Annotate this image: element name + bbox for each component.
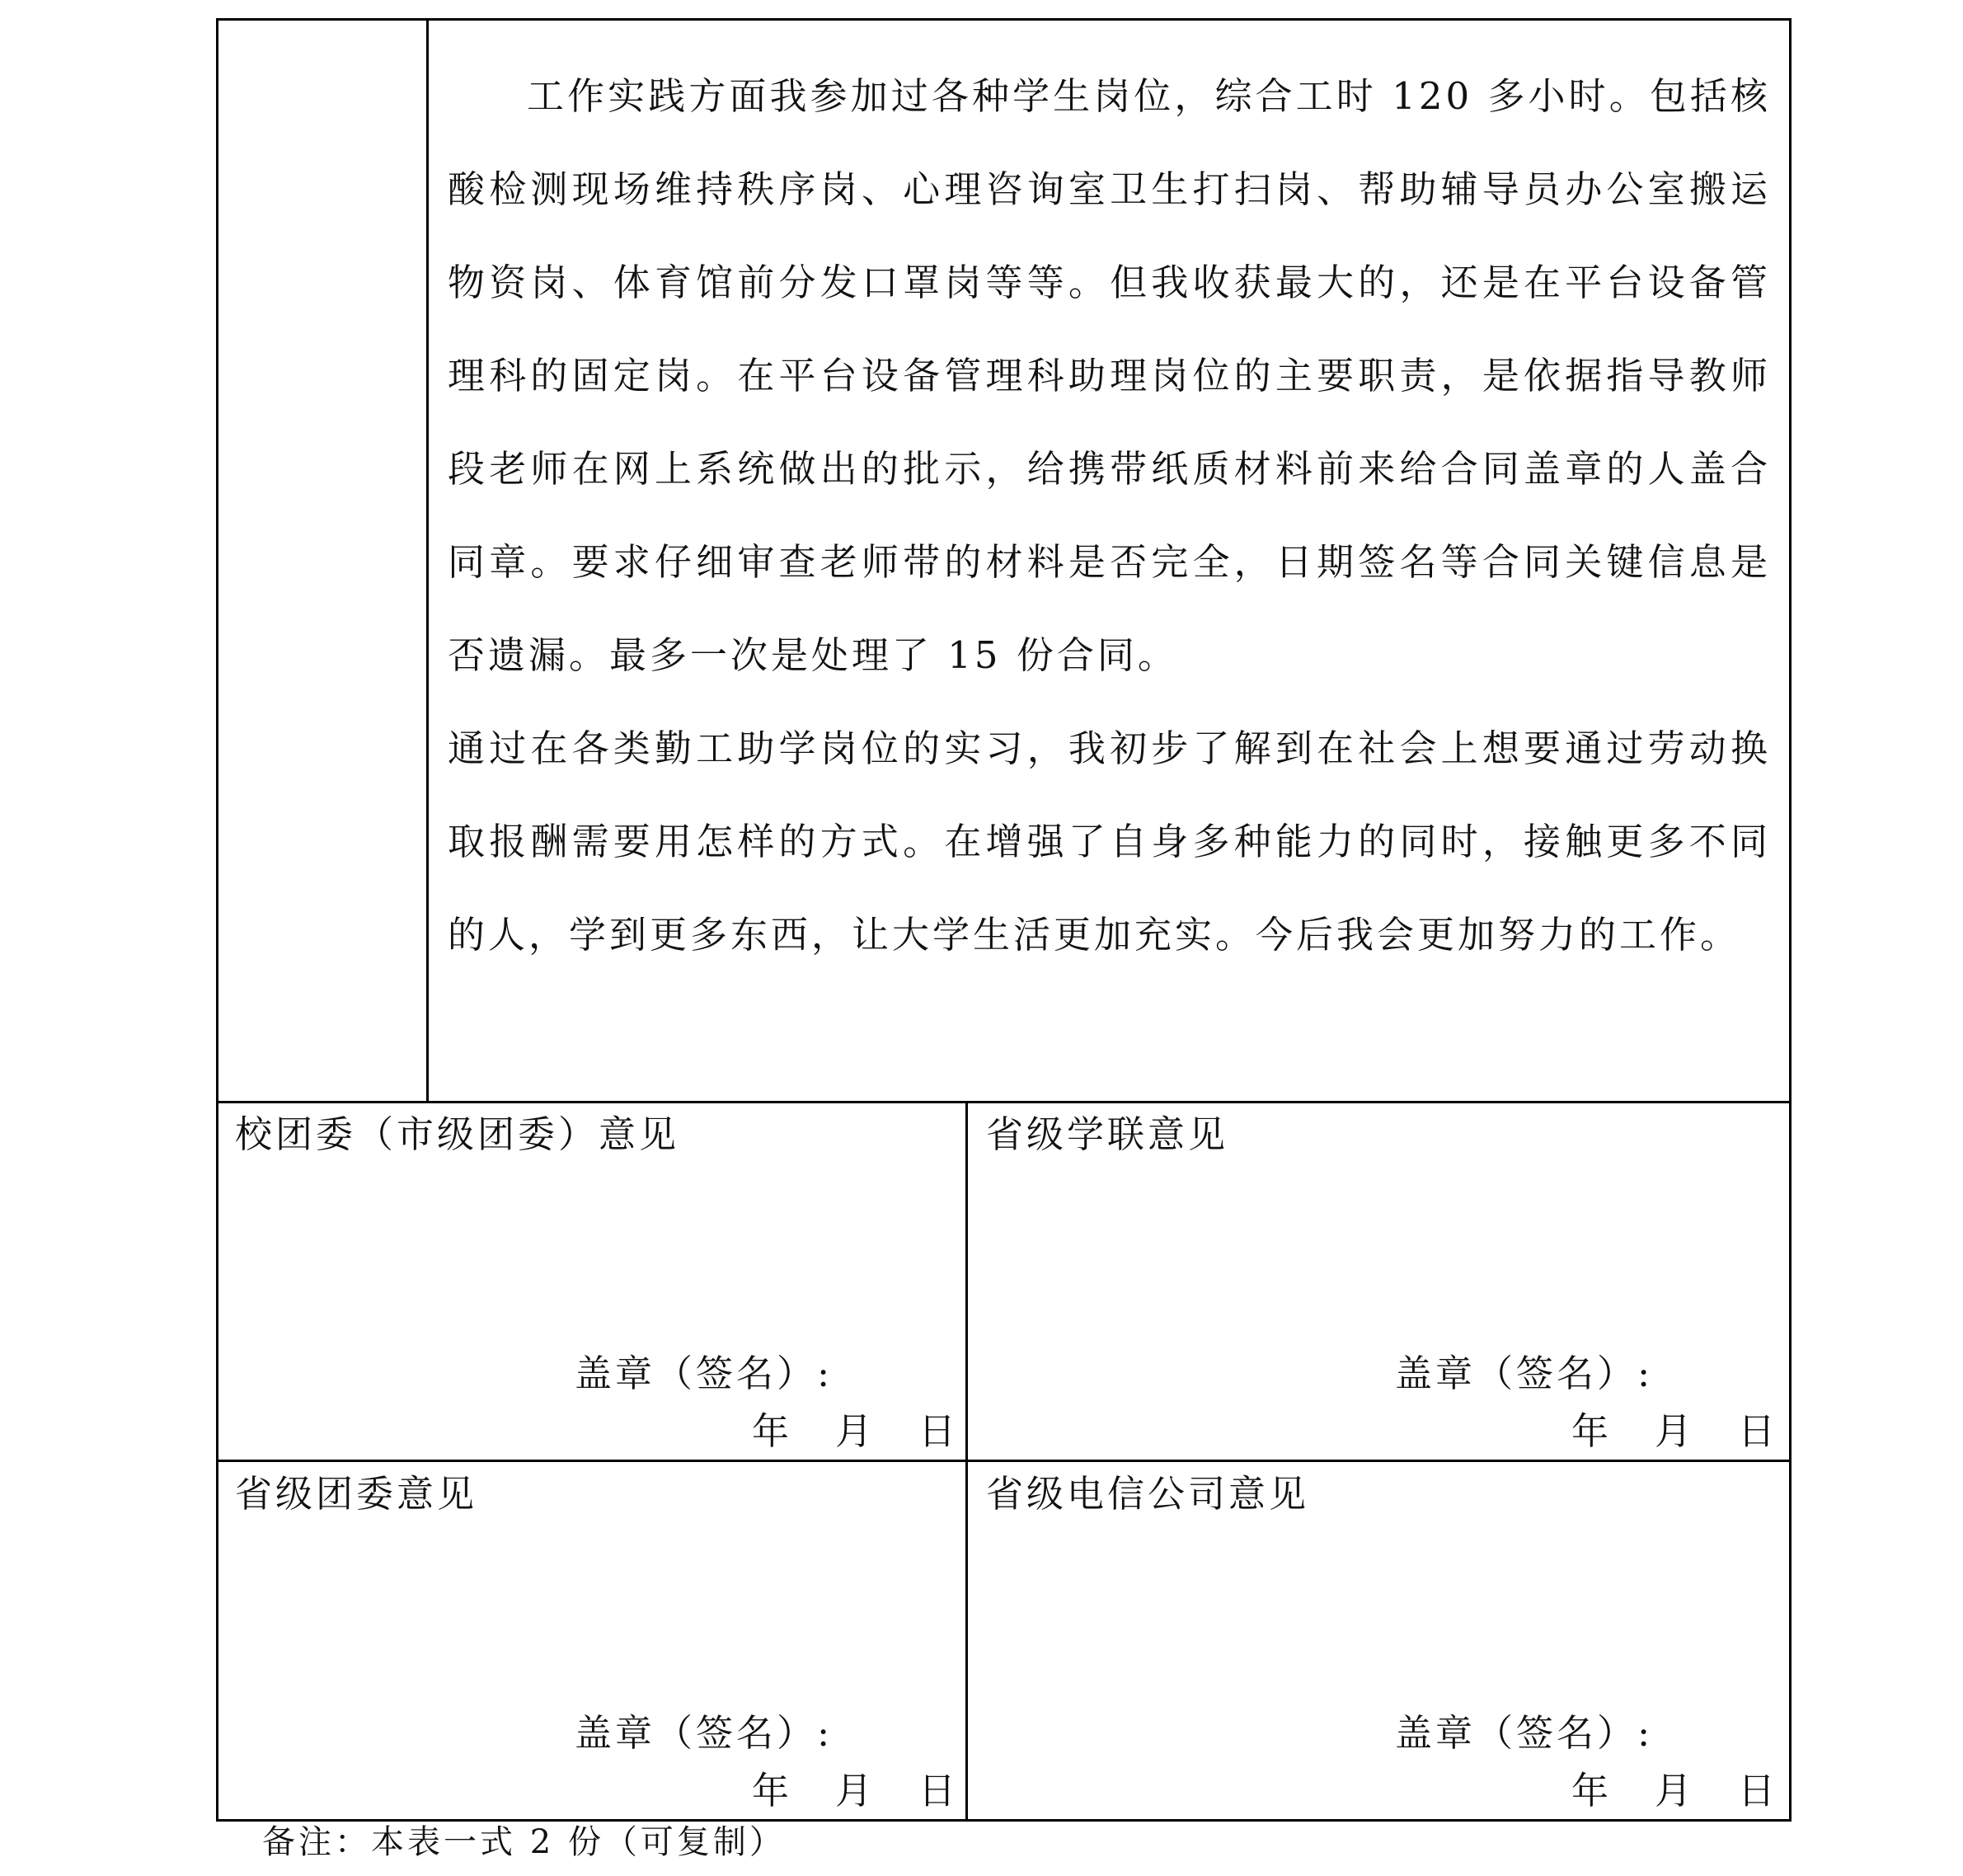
year-label: 年 <box>1571 1769 1609 1813</box>
month-label: 月 <box>1655 1409 1693 1453</box>
provincial-telecom-seal-label: 盖章（签名）: <box>1395 1711 1654 1755</box>
provincial-league-date <box>752 1766 956 1816</box>
month-label: 月 <box>835 1769 873 1813</box>
day-label: 日 <box>1738 1769 1776 1813</box>
form-footnote: 备注：本表一式 2 份（可复制） <box>262 1823 786 1861</box>
row-divider-opinions <box>216 1460 1792 1462</box>
school-league-seal-label: 盖章（签名）: <box>575 1352 834 1395</box>
provincial-league-seal-label: 盖章（签名）: <box>575 1711 834 1755</box>
year-label: 年 <box>752 1409 790 1453</box>
school-league-date <box>752 1407 956 1456</box>
month-label: 月 <box>835 1409 873 1453</box>
provincial-student-union-date <box>1571 1407 1775 1456</box>
narrative-paragraph-2: 通过在各类勤工助学岗位的实习，我初步了解到在社会上想要通过劳动换取报酬需要用怎样的方式。在增强了自身多种能力的同时，接触更多不同的人，学到更多东西，让大学生活更加充实。今后我会更加努力的工作。 <box>448 726 1771 957</box>
row-divider-narrative <box>216 1101 1792 1103</box>
school-league-opinion-title: 校团委（市级团委）意见 <box>235 1112 680 1156</box>
provincial-league-opinion-title: 省级团委意见 <box>235 1472 478 1516</box>
narrative-paragraph-1: 工作实践方面我参加过各种学生岗位，综合工时 120 多小时。包括核酸检测现场维持秩序岗、心理咨询室卫生打扫岗、帮助辅导员办公室搬运物资岗、体育馆前分发口罩岗等等。但我收获最大的，还是在平台设备管理科的固定岗。在平台设备管理科助理岗位的主要职责，是依据指导教师段老师在网上系统做出的批示，给携带纸质材料前来给合同盖章的人盖合同章。要求仔细审查老师带的材料是否完全，日期签名等合同关键信息是否遗漏。最多一次是处理了 15 份合同。 <box>448 74 1771 677</box>
provincial-student-union-seal-label: 盖章（签名）: <box>1395 1352 1654 1395</box>
provincial-student-union-opinion-title: 省级学联意见 <box>986 1112 1229 1156</box>
provincial-telecom-date <box>1571 1766 1775 1816</box>
day-label: 日 <box>1738 1409 1776 1453</box>
label-column-divider <box>426 18 429 1103</box>
provincial-telecom-opinion-title: 省级电信公司意见 <box>986 1472 1310 1516</box>
month-label: 月 <box>1655 1769 1693 1813</box>
year-label: 年 <box>1571 1409 1609 1453</box>
year-label: 年 <box>752 1769 790 1813</box>
day-label: 日 <box>918 1769 956 1813</box>
work-practice-narrative <box>448 49 1771 981</box>
day-label: 日 <box>918 1409 956 1453</box>
